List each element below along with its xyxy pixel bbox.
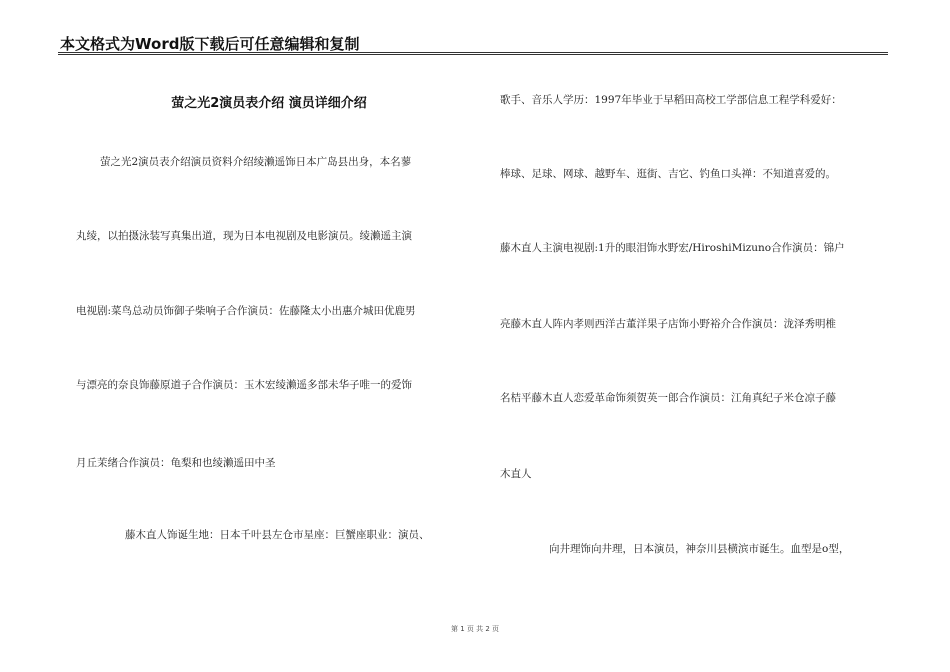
text-line: 向井理饰向井理，日本演员，神奈川县横滨市诞生。血型是o型， — [549, 543, 850, 555]
text-line: 棒球、足球、网球、越野车、逛街、吉它、钓鱼口头禅：不知道喜爱的。 — [500, 168, 836, 180]
text-line: 与漂亮的奈良饰藤原道子合作演员：玉木宏绫濑遥多部未华子唯一的爱饰 — [76, 379, 412, 391]
header-divider-bottom — [58, 54, 888, 55]
text-line: 丸绫，以拍摄泳装写真集出道，现为日本电视剧及电影演员。绫濑遥主演 — [76, 230, 412, 242]
text-line: 歌手、音乐人学历：1997年毕业于早稻田高校工学部信息工程学科爱好： — [500, 94, 842, 106]
document-title: 萤之光2演员表介绍 演员详细介绍 — [171, 96, 367, 111]
text-line: 电视剧:菜鸟总动员饰御子柴响子合作演员：佐藤隆太小出惠介城田优鹿男 — [76, 305, 416, 317]
page-number-footer: 第 1 页 共 2 页 — [450, 625, 500, 633]
text-line: 藤木直人饰诞生地：日本千叶县左仓市星座：巨蟹座职业：演员、 — [125, 529, 430, 541]
text-line: 名桔平藤木直人恋爱革命饰须贺英一郎合作演员：江角真纪子米仓凉子藤 — [500, 392, 836, 404]
text-line: 藤木直人主演电视剧:1升的眼泪饰水野宏/HiroshiMizuno合作演员：锦户 — [500, 242, 845, 254]
text-line: 亮藤木直人阵内孝则西洋古董洋果子店饰小野裕介合作演员：泷泽秀明椎 — [500, 318, 836, 330]
text-line: 月丘茉绪合作演员：龟梨和也绫濑遥田中圣 — [76, 457, 276, 469]
header-divider-top — [58, 52, 888, 53]
text-line: 萤之光2演员表介绍演员资料介绍绫濑遥饰日本广岛县出身，本名蓼 — [100, 156, 412, 168]
header-title: 本文格式为Word版下载后可任意编辑和复制 — [60, 35, 360, 53]
text-line: 木直人 — [500, 468, 532, 480]
